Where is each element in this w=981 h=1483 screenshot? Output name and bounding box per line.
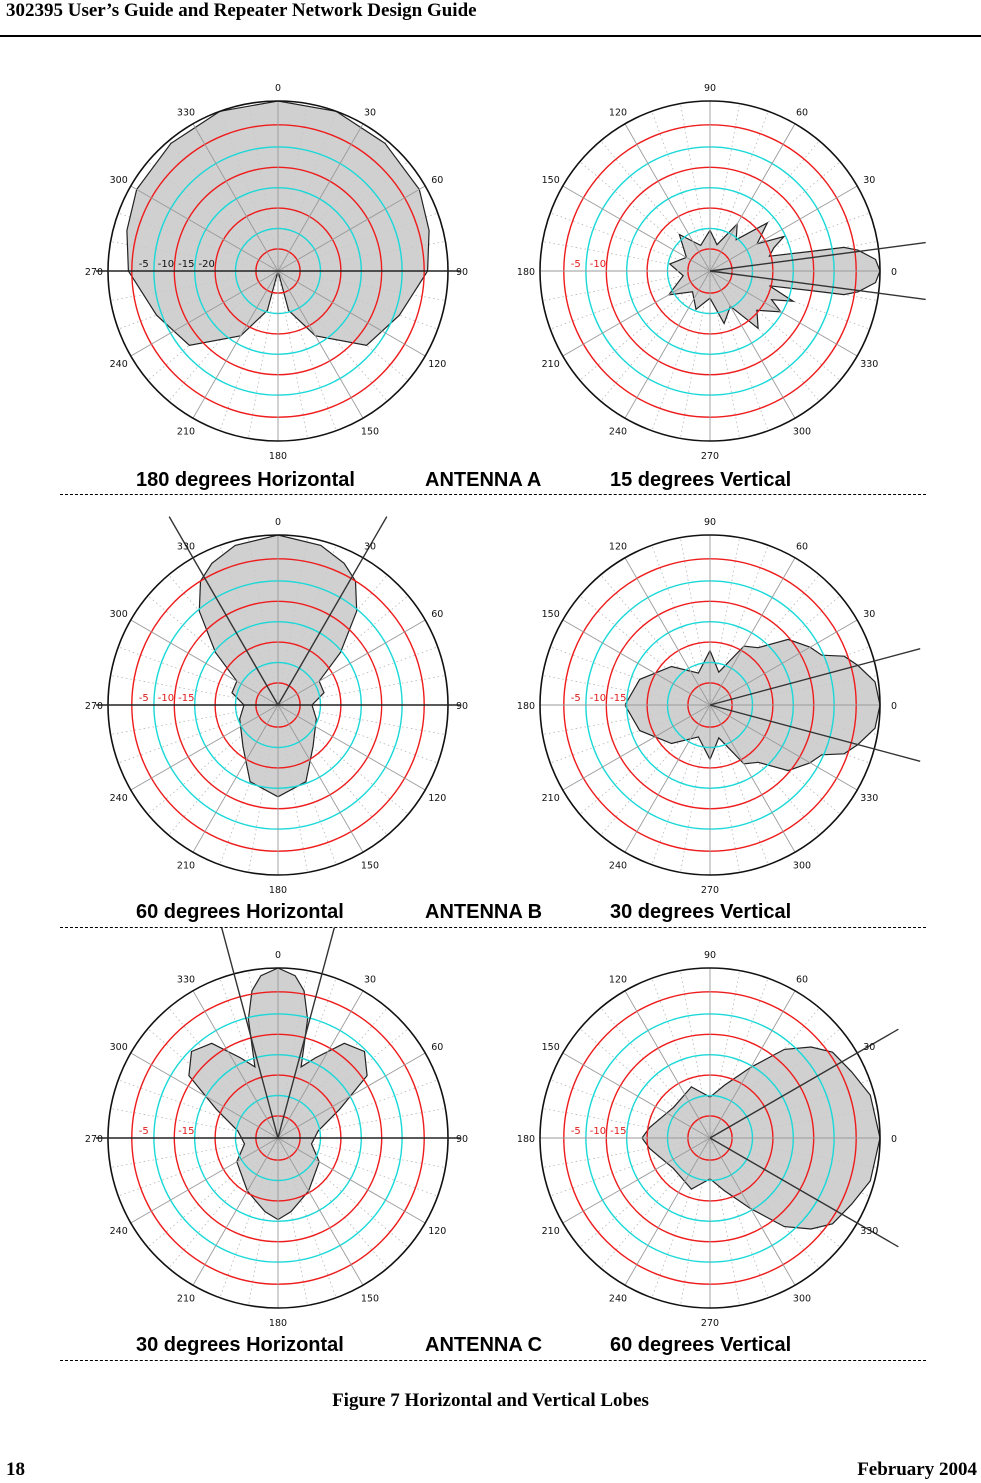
angle-label: 30 (363, 541, 377, 553)
angle-label: 0 (274, 517, 282, 528)
angle-label: 330 (860, 793, 879, 804)
angle-label: 150 (360, 426, 380, 438)
db-label: -5 (570, 693, 581, 704)
db-label: -10 (157, 693, 175, 704)
angle-label: 210 (176, 860, 196, 872)
angle-label: 240 (109, 793, 128, 804)
angle-label: 270 (700, 885, 720, 896)
db-label: -5 (138, 259, 149, 270)
angle-label: 150 (541, 609, 560, 620)
angle-label: 240 (109, 1226, 128, 1237)
caption-horizontal: 30 degrees Horizontal (136, 1334, 344, 1356)
angle-label: 30 (863, 609, 876, 620)
angle-label: 210 (541, 1226, 560, 1237)
angle-label: 150 (541, 175, 560, 186)
angle-label: 120 (428, 1226, 447, 1237)
angle-label: 150 (360, 860, 380, 872)
angle-label: 240 (608, 426, 628, 438)
angle-label: 90 (703, 950, 717, 961)
dashed-divider (60, 1360, 926, 1361)
angle-label: 180 (516, 701, 536, 712)
db-label: -5 (138, 1126, 149, 1137)
caption-antenna: ANTENNA B (425, 901, 543, 923)
angle-label: 60 (431, 175, 444, 186)
angle-label: 90 (703, 83, 717, 94)
db-label: -5 (570, 1126, 581, 1137)
angle-label: 300 (109, 175, 128, 186)
caption-row-b (0, 901, 981, 925)
caption-vertical: 30 degrees Vertical (610, 901, 792, 923)
angle-label: 90 (703, 517, 717, 528)
angle-label: 60 (431, 1042, 444, 1053)
angle-label: 270 (84, 701, 104, 712)
angle-label: 180 (268, 885, 288, 896)
db-label: -15 (610, 1126, 627, 1137)
angle-label: 330 (860, 359, 879, 370)
db-label: -5 (570, 259, 581, 270)
footer-date: February 2004 (857, 1459, 977, 1480)
angle-label: 210 (176, 1293, 196, 1305)
angle-label: 210 (176, 426, 196, 438)
db-label: -15 (178, 693, 195, 704)
db-label: -15 (178, 259, 195, 270)
angle-label: 270 (84, 1134, 104, 1145)
angle-label: 270 (700, 1318, 720, 1329)
angle-label: 240 (608, 860, 628, 872)
angle-label: 240 (608, 1293, 628, 1305)
angle-label: 330 (176, 974, 196, 986)
angle-label: 300 (792, 860, 812, 872)
page-header-title: 302395 User’s Guide and Repeater Network Design Guide (6, 0, 477, 21)
angle-label: 120 (608, 541, 628, 553)
angle-label: 300 (109, 609, 128, 620)
dashed-divider (60, 494, 926, 495)
caption-horizontal: 60 degrees Horizontal (136, 901, 344, 923)
angle-label: 300 (109, 1042, 128, 1053)
angle-label: 330 (176, 541, 196, 553)
db-label: -15 (610, 693, 627, 704)
angle-label: 150 (541, 1042, 560, 1053)
db-label: -15 (178, 1126, 195, 1137)
angle-label: 30 (363, 974, 377, 986)
caption-vertical: 60 degrees Vertical (610, 1334, 792, 1356)
caption-antenna: ANTENNA A (425, 469, 542, 491)
angle-label: 60 (795, 974, 809, 986)
dashed-divider (60, 927, 926, 928)
angle-label: 270 (84, 267, 104, 278)
angle-label: 120 (428, 359, 447, 370)
angle-label: 300 (792, 426, 812, 438)
caption-row-a (0, 469, 981, 493)
angle-label: 30 (863, 175, 876, 186)
angle-label: 180 (516, 1134, 536, 1145)
angle-label: 90 (455, 701, 469, 712)
angle-label: 0 (274, 950, 282, 961)
db-label: -5 (138, 693, 149, 704)
figure-caption: Figure 7 Horizontal and Vertical Lobes (332, 1390, 649, 1411)
angle-label: 120 (608, 974, 628, 986)
db-label: -20 (198, 259, 215, 270)
angle-label: 180 (516, 267, 536, 278)
angle-label: 90 (455, 1134, 469, 1145)
angle-label: 0 (890, 1134, 898, 1145)
caption-vertical: 15 degrees Vertical (610, 469, 792, 491)
angle-label: 210 (541, 359, 560, 370)
db-label: -10 (589, 1126, 607, 1137)
caption-antenna: ANTENNA C (425, 1334, 543, 1356)
angle-label: 270 (700, 451, 720, 462)
angle-label: 0 (890, 267, 898, 278)
db-label: -10 (589, 693, 607, 704)
angle-label: 300 (792, 1293, 812, 1305)
angle-label: 240 (109, 359, 128, 370)
angle-label: 120 (608, 107, 628, 119)
caption-row-c (0, 1334, 981, 1358)
angle-label: 150 (360, 1293, 380, 1305)
angle-label: 330 (860, 1226, 879, 1237)
angle-label: 180 (268, 1318, 288, 1329)
angle-label: 330 (176, 107, 196, 119)
db-label: -10 (589, 259, 607, 270)
angle-label: 60 (795, 541, 809, 553)
angle-label: 210 (541, 793, 560, 804)
angle-label: 60 (795, 107, 809, 119)
angle-label: 0 (890, 701, 898, 712)
angle-label: 30 (363, 107, 377, 119)
angle-label: 180 (268, 451, 288, 462)
footer-page-number: 18 (6, 1459, 25, 1480)
angle-label: 90 (455, 267, 469, 278)
caption-horizontal: 180 degrees Horizontal (136, 469, 355, 491)
angle-label: 60 (431, 609, 444, 620)
db-label: -10 (157, 259, 175, 270)
angle-label: 30 (863, 1042, 876, 1053)
angle-label: 0 (274, 83, 282, 94)
angle-label: 120 (428, 793, 447, 804)
